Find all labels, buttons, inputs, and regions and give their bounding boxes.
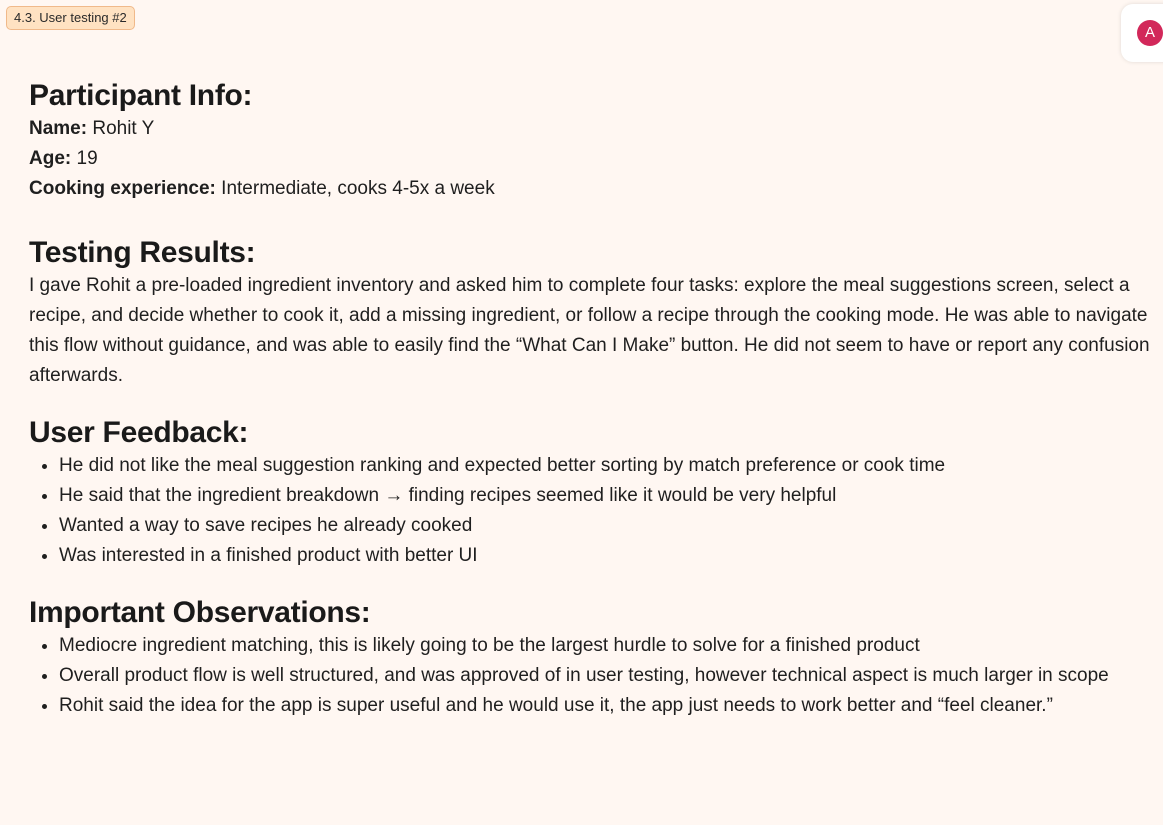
- list-item: • Overall product flow is well structured, and was approved of in user testing, however technical aspect is much larger in scope: [59, 661, 1154, 691]
- user-feedback-section: [29, 415, 1154, 571]
- participant-name-line: [29, 114, 1154, 144]
- experience-value: Intermediate, cooks 4-5x a week: [215, 178, 495, 199]
- testing-results-body: I gave Rohit a pre-loaded ingredient inventory and asked him to complete four tasks: explore the meal suggestions screen, select a recipe, and decide whether to cook it, add a missing ingredient, or follow a recipe through the cooking mode. He was able to navigate this flow without guidance, and was able to easily find the “What Can I Make” button. He did not seem to have or report any confusion afterwards.: [29, 275, 1150, 386]
- avatar[interactable]: A: [1137, 20, 1163, 46]
- age-value: 19: [71, 148, 98, 169]
- participant-experience-line: [29, 174, 1154, 204]
- avatar-panel: [1121, 4, 1163, 62]
- user-feedback-heading: User Feedback:: [29, 416, 249, 449]
- experience-label: Cooking experience:: [29, 178, 216, 199]
- participant-info-section: [29, 78, 1154, 204]
- name-value: Rohit Y: [87, 118, 155, 139]
- name-label: Name:: [29, 118, 88, 139]
- participant-info-heading: Participant Info:: [29, 79, 253, 112]
- list-item: • Wanted a way to save recipes he already cooked: [59, 511, 1154, 541]
- list-item: • Was interested in a finished product with better UI: [59, 541, 1154, 571]
- list-item: • Mediocre ingredient matching, this is likely going to be the largest hurdle to solve for a finished product: [59, 631, 1154, 661]
- section-tag[interactable]: 4.3. User testing #2: [6, 6, 135, 30]
- testing-results-heading: Testing Results:: [29, 236, 256, 269]
- observations-heading: Important Observations:: [29, 596, 371, 629]
- list-item: • He said that the ingredient breakdown → finding recipes seemed like it would be very helpful: [59, 481, 1154, 511]
- age-label: Age:: [29, 148, 72, 169]
- list-item: • Rohit said the idea for the app is super useful and he would use it, the app just needs to work better and “feel cleaner.”: [59, 691, 1154, 721]
- observations-list: [29, 631, 1154, 721]
- list-item: • He did not like the meal suggestion ranking and expected better sorting by match preference or cook time: [59, 451, 1154, 481]
- observations-section: [29, 595, 1154, 721]
- testing-results-section: [29, 235, 1154, 391]
- user-feedback-list: [29, 451, 1154, 571]
- document-content: [29, 78, 1154, 745]
- participant-age-line: [29, 144, 1154, 174]
